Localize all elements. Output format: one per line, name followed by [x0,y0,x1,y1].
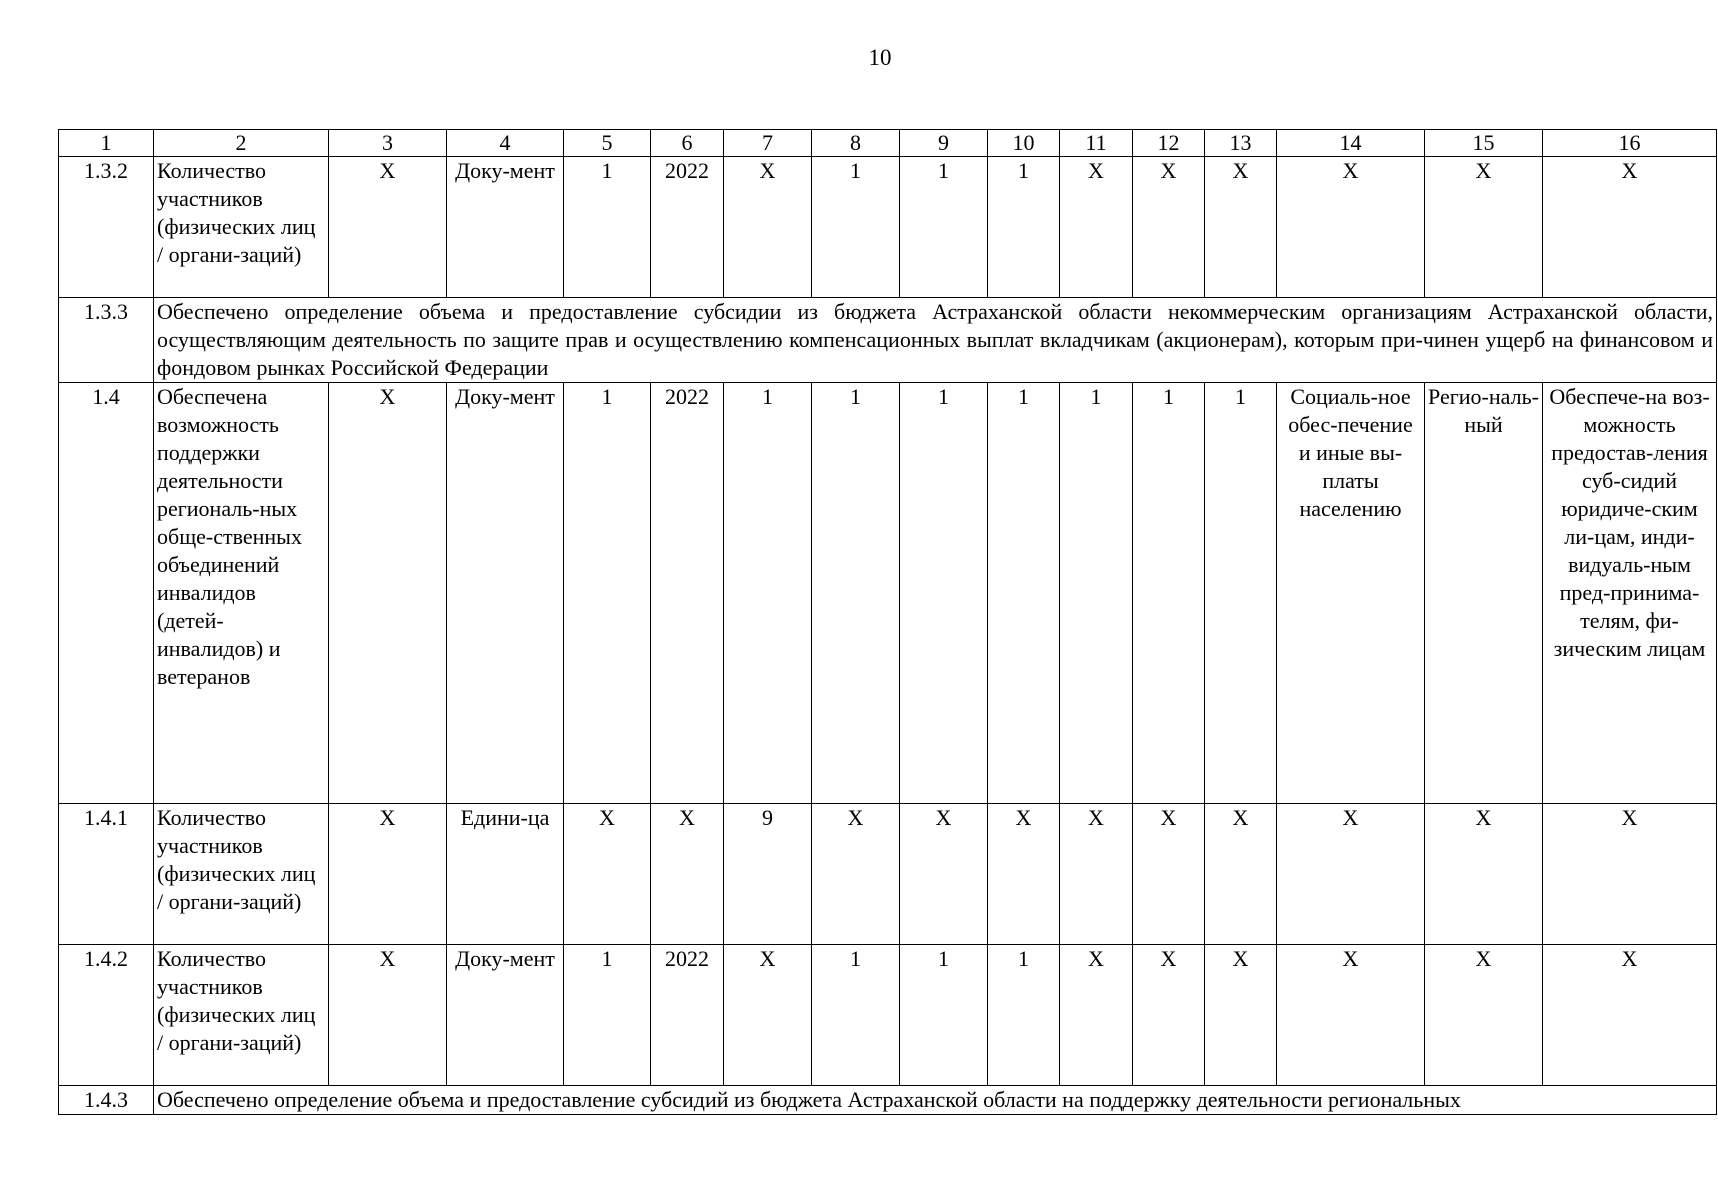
table-cell: Х [1133,945,1205,1086]
table-cell: Социаль-ное обес-печение и иные вы-платы населению [1277,383,1425,804]
row-id: 1.4.1 [59,804,154,945]
table-cell: 1 [1205,383,1277,804]
table-cell: Х [1205,157,1277,298]
table-cell: 1 [564,945,651,1086]
table-row [59,157,1717,298]
table-cell: Х [1425,804,1543,945]
table-cell: Х [1543,945,1717,1086]
table-cell: 1 [812,383,900,804]
table-cell: Х [329,157,447,298]
table-cell: 1 [812,157,900,298]
header-cell: 13 [1205,130,1277,157]
table-cell: Х [651,804,724,945]
table-cell: Х [1543,157,1717,298]
table-cell: Х [1425,945,1543,1086]
table-cell: 2022 [651,945,724,1086]
table-cell: Х [900,804,988,945]
table-cell: Х [1425,157,1543,298]
table-cell: Х [1060,157,1133,298]
header-cell: 4 [447,130,564,157]
table-cell: 1 [724,383,812,804]
table-cell: Х [724,945,812,1086]
table-cell: Едини-ца [447,804,564,945]
table-cell: 1 [564,383,651,804]
row-id: 1.4.3 [59,1086,154,1115]
row-description: Обеспечено определение объема и предоставление субсидий из бюджета Астраханской области на поддержку деятельности региональных [154,1086,1717,1115]
row-description: Обеспечено определение объема и предоставление субсидии из бюджета Астраханской области некоммерческим организациям Астраханской области, осуществляющим деятельность по защите прав и осуществлению компенсационных выплат вкладчикам (акционерам), которым при-чинен ущерб на финансовом и фондовом рынках Российской Федерации [154,298,1717,383]
row-name: Количество участников (физических лиц / органи-заций) [154,804,329,945]
table-cell: 1 [812,945,900,1086]
header-cell: 6 [651,130,724,157]
table-row [59,945,1717,1086]
table-cell: 1 [1133,383,1205,804]
row-id: 1.3.2 [59,157,154,298]
table-cell: Х [1133,804,1205,945]
table-cell: Х [1205,804,1277,945]
row-name: Количество участников (физических лиц / органи-заций) [154,945,329,1086]
table-cell: 2022 [651,383,724,804]
table-cell: Доку-мент [447,383,564,804]
table-cell: 9 [724,804,812,945]
header-cell: 10 [988,130,1060,157]
table-cell: Х [1205,945,1277,1086]
header-cell: 5 [564,130,651,157]
table-cell: Х [1133,157,1205,298]
table-cell: Х [329,804,447,945]
row-id: 1.3.3 [59,298,154,383]
table-cell: Х [329,383,447,804]
row-name: Количество участников (физических лиц / органи-заций) [154,157,329,298]
table-cell: Обеспече-на воз-можность предостав-ления суб-сидий юридиче-ским ли-цам, инди-видуаль-ным пред-принима-телям, фи-зическим лицам [1543,383,1717,804]
table-cell: Х [1543,804,1717,945]
header-cell: 9 [900,130,988,157]
table-cell: Доку-мент [447,945,564,1086]
header-cell: 11 [1060,130,1133,157]
table-cell: Х [329,945,447,1086]
table-cell: 1 [900,945,988,1086]
row-id: 1.4 [59,383,154,804]
header-cell: 12 [1133,130,1205,157]
table-cell: Х [1060,945,1133,1086]
table-cell: Х [724,157,812,298]
table-cell: 2022 [651,157,724,298]
table-cell: 1 [988,945,1060,1086]
table-cell: 1 [988,383,1060,804]
table-cell: Х [1277,157,1425,298]
header-cell: 3 [329,130,447,157]
table-cell: 1 [564,157,651,298]
header-cell: 14 [1277,130,1425,157]
header-cell: 16 [1543,130,1717,157]
header-row [59,130,1717,157]
row-name: Обеспечена возможность поддержки деятельности региональ-ных обще-ственных объединений инвалидов (детей-инвалидов) и ветеранов [154,383,329,804]
header-cell: 8 [812,130,900,157]
table-cell: Х [812,804,900,945]
table-cell: Х [1277,945,1425,1086]
header-cell: 7 [724,130,812,157]
row-id: 1.4.2 [59,945,154,1086]
table-cell: Регио-наль-ный [1425,383,1543,804]
table-cell: Х [564,804,651,945]
header-cell: 2 [154,130,329,157]
table-row [59,298,1717,383]
table-row [59,383,1717,804]
table-row [59,1086,1717,1115]
page-number: 10 [868,45,892,70]
table-cell: Х [988,804,1060,945]
table-cell: 1 [900,157,988,298]
table-cell: Доку-мент [447,157,564,298]
table-cell: Х [1060,804,1133,945]
header-cell: 1 [59,130,154,157]
header-cell: 15 [1425,130,1543,157]
table-cell: Х [1277,804,1425,945]
table-cell: 1 [1060,383,1133,804]
table-cell: 1 [988,157,1060,298]
table-cell: 1 [900,383,988,804]
indicators-table [58,129,1717,1115]
table-row [59,804,1717,945]
